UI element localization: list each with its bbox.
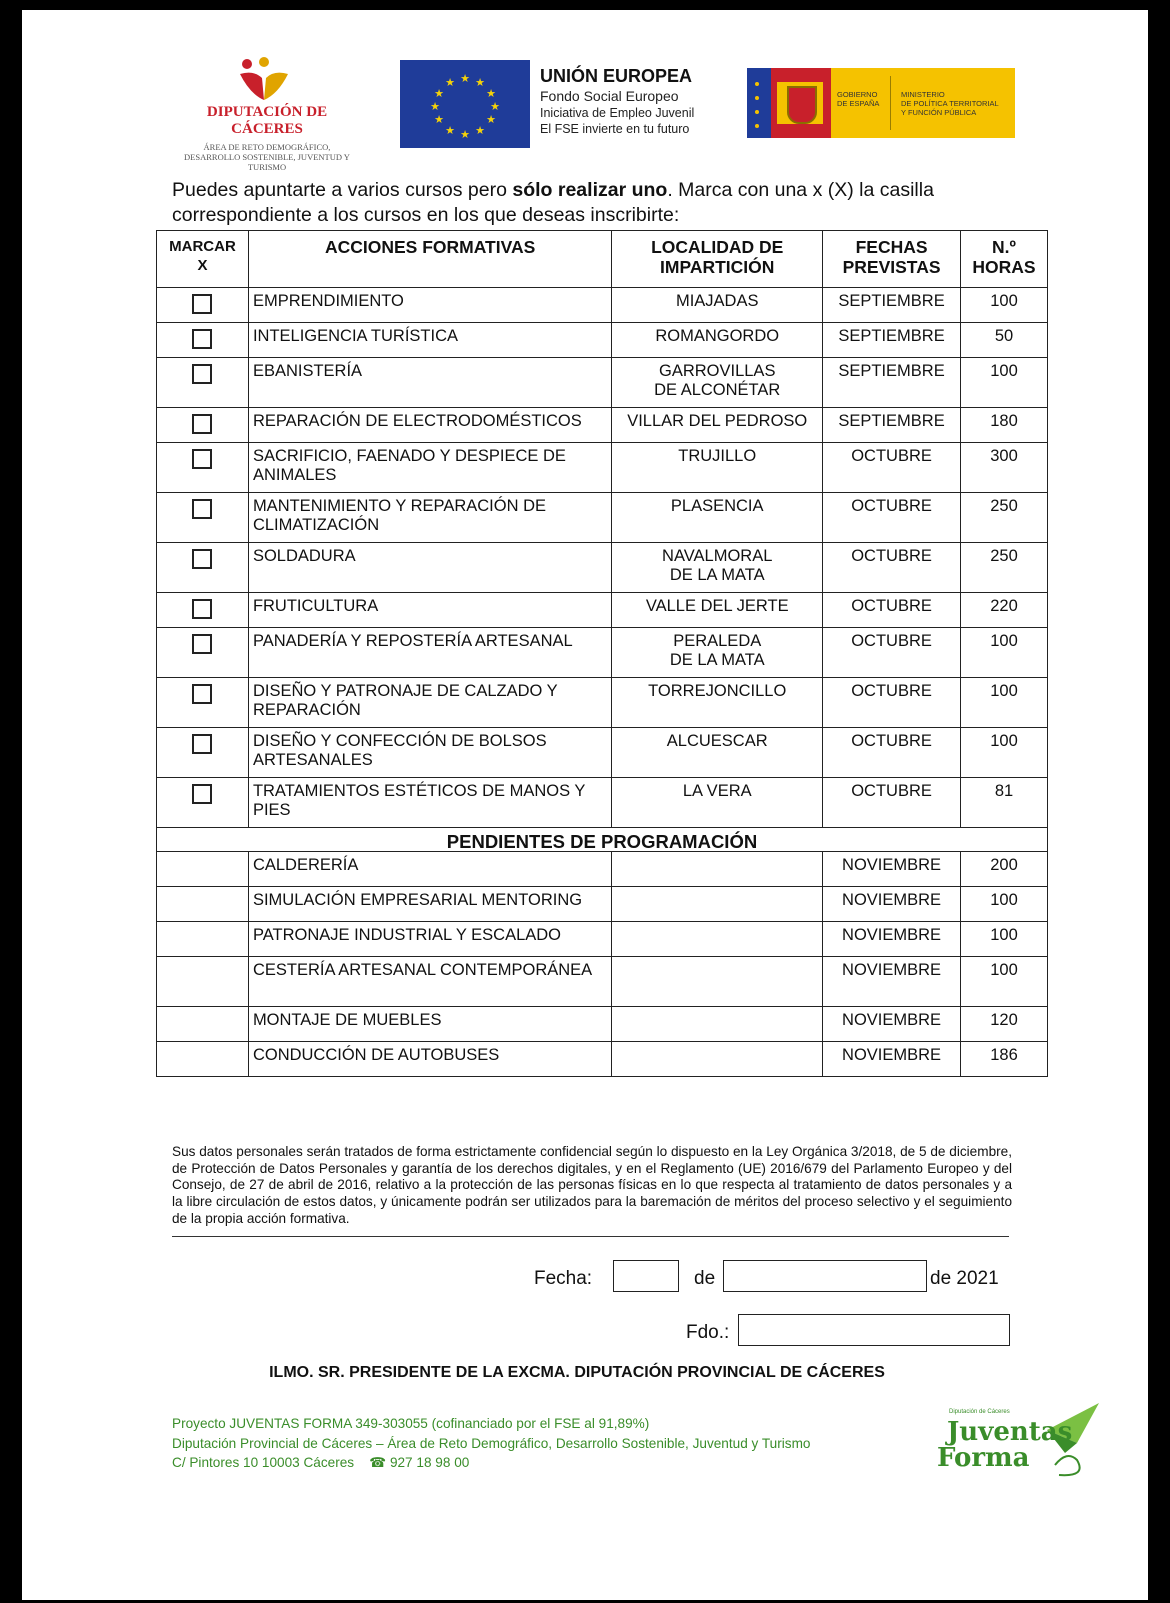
course-date: SEPTIEMBRE <box>823 358 961 408</box>
empty-cell <box>157 922 249 957</box>
course-location: LA VERA <box>612 778 823 828</box>
course-checkbox[interactable] <box>192 499 212 519</box>
svg-text:★: ★ <box>490 100 500 113</box>
course-name: REPARACIÓN DE ELECTRODOMÉSTICOS <box>248 408 611 443</box>
gobierno-logo <box>747 68 1015 138</box>
col-fechas: FECHAS PREVISTAS <box>823 231 961 288</box>
table-row <box>157 852 1048 887</box>
course-hours: 200 <box>961 852 1048 887</box>
eu-slogan: El FSE invierte en tu futuro <box>540 122 690 136</box>
course-name: FRUTICULTURA <box>248 593 611 628</box>
table-row <box>157 493 1048 543</box>
table-row <box>157 1007 1048 1042</box>
coat-of-arms-icon <box>787 86 817 124</box>
course-location: ROMANGORDO <box>612 323 823 358</box>
course-location: ALCUESCAR <box>612 728 823 778</box>
eu-text-block <box>540 66 740 137</box>
course-date: OCTUBRE <box>823 728 961 778</box>
course-name: EMPRENDIMIENTO <box>248 288 611 323</box>
course-checkbox[interactable] <box>192 634 212 654</box>
course-date: NOVIEMBRE <box>823 887 961 922</box>
footer-address: C/ Pintores 10 10003 Cáceres ☎ 927 18 98 00 <box>172 1455 470 1470</box>
course-location <box>612 957 823 1007</box>
table-row <box>157 778 1048 828</box>
table-row <box>157 628 1048 678</box>
svg-text:★: ★ <box>430 100 440 113</box>
svg-text:★: ★ <box>460 72 470 85</box>
table-header-row <box>157 231 1048 288</box>
checkbox-cell <box>157 728 249 778</box>
course-hours: 81 <box>961 778 1048 828</box>
course-location: TRUJILLO <box>612 443 823 493</box>
course-date: OCTUBRE <box>823 628 961 678</box>
checkbox-cell <box>157 288 249 323</box>
course-location: PLASENCIA <box>612 493 823 543</box>
checkbox-cell <box>157 408 249 443</box>
course-location <box>612 922 823 957</box>
course-hours: 120 <box>961 1007 1048 1042</box>
fecha-label: Fecha: <box>534 1268 593 1289</box>
section-row <box>157 828 1048 852</box>
logo-juventas: Juventas <box>947 1417 1073 1447</box>
year-label: de 2021 <box>930 1268 999 1289</box>
checkbox-cell <box>157 323 249 358</box>
eu-fund: Fondo Social Europeo <box>540 88 679 104</box>
course-checkbox[interactable] <box>192 734 212 754</box>
course-location: TORREJONCILLO <box>612 678 823 728</box>
checkbox-cell <box>157 543 249 593</box>
svg-text:★: ★ <box>486 113 496 126</box>
course-hours: 100 <box>961 922 1048 957</box>
course-name: EBANISTERÍA <box>248 358 611 408</box>
course-name: SACRIFICIO, FAENADO Y DESPIECE DE ANIMALES <box>248 443 611 493</box>
course-date: NOVIEMBRE <box>823 922 961 957</box>
course-date: OCTUBRE <box>823 543 961 593</box>
svg-text:★: ★ <box>445 124 455 137</box>
eu-stripe-icon <box>747 68 771 138</box>
course-hours: 50 <box>961 323 1048 358</box>
checkbox-cell <box>157 628 249 678</box>
svg-text:★: ★ <box>434 113 444 126</box>
course-location <box>612 852 823 887</box>
course-location: PERALEDA DE LA MATA <box>612 628 823 678</box>
course-checkbox[interactable] <box>192 549 212 569</box>
fecha-month-field[interactable] <box>723 1260 927 1292</box>
empty-cell <box>157 1007 249 1042</box>
course-location <box>612 887 823 922</box>
footer-info <box>172 1414 810 1473</box>
svg-text:★: ★ <box>486 87 496 100</box>
course-hours: 100 <box>961 288 1048 323</box>
table-row <box>157 408 1048 443</box>
logo-small-text: Diputación de Cáceres <box>949 1409 1010 1415</box>
course-hours: 100 <box>961 887 1048 922</box>
empty-cell <box>157 887 249 922</box>
logo-forma: Forma <box>937 1443 1030 1473</box>
course-location: VALLE DEL JERTE <box>612 593 823 628</box>
course-location: VILLAR DEL PEDROSO <box>612 408 823 443</box>
course-location: MIAJADAS <box>612 288 823 323</box>
eu-initiative: Iniciativa de Empleo Juvenil <box>540 106 695 120</box>
table-row <box>157 1042 1048 1077</box>
table-row <box>157 678 1048 728</box>
empty-cell <box>157 1042 249 1077</box>
diputacion-area-2: DESARROLLO SOSTENIBLE, JUVENTUD Y TURISMO <box>184 152 350 172</box>
course-location <box>612 1042 823 1077</box>
diputacion-logo <box>172 56 362 172</box>
course-hours: 250 <box>961 543 1048 593</box>
course-hours: 180 <box>961 408 1048 443</box>
diputacion-area-1: ÁREA DE RETO DEMOGRÁFICO, <box>203 142 331 152</box>
table-row <box>157 543 1048 593</box>
intro-text: Puedes apuntarte a varios cursos pero sólo realizar uno. Marca con una x (X) la casilla correspondiente a los cursos en los que deseas inscribirte: <box>172 179 934 226</box>
course-hours: 100 <box>961 628 1048 678</box>
course-location <box>612 1007 823 1042</box>
course-date: OCTUBRE <box>823 443 961 493</box>
gobierno-label: GOBIERNO DE ESPAÑA <box>837 90 880 108</box>
table-row <box>157 728 1048 778</box>
course-date: SEPTIEMBRE <box>823 323 961 358</box>
juventas-forma-logo <box>927 1395 1107 1485</box>
svg-text:★: ★ <box>475 124 485 137</box>
course-hours: 100 <box>961 957 1048 1007</box>
course-date: NOVIEMBRE <box>823 1007 961 1042</box>
course-hours: 220 <box>961 593 1048 628</box>
course-name: MONTAJE DE MUEBLES <box>248 1007 611 1042</box>
course-hours: 100 <box>961 728 1048 778</box>
table-row <box>157 922 1048 957</box>
course-hours: 100 <box>961 358 1048 408</box>
empty-cell <box>157 852 249 887</box>
checkbox-cell <box>157 778 249 828</box>
course-name: DISEÑO Y CONFECCIÓN DE BOLSOS ARTESANALES <box>248 728 611 778</box>
col-horas: N.º HORAS <box>961 231 1048 288</box>
course-date: OCTUBRE <box>823 678 961 728</box>
table-row <box>157 323 1048 358</box>
table-row <box>157 443 1048 493</box>
col-localidad: LOCALIDAD DE IMPARTICIÓN <box>612 231 823 288</box>
courses-table <box>156 230 1048 1077</box>
eu-title: UNIÓN EUROPEA <box>540 66 693 86</box>
course-name: CESTERÍA ARTESANAL CONTEMPORÁNEA <box>248 957 611 1007</box>
signature-field[interactable] <box>738 1314 1010 1346</box>
course-checkbox[interactable] <box>192 684 212 704</box>
course-name: MANTENIMIENTO Y REPARACIÓN DE CLIMATIZACIÓN <box>248 493 611 543</box>
checkbox-cell <box>157 443 249 493</box>
legal-notice: Sus datos personales serán tratados de forma estrictamente confidencial según lo dispuesto en la Ley Orgánica 3/2018, de 5 de diciembre, de Protección de Datos Personales y garantía de los derechos digitales, y en el Reglamento (UE) 2016/679 del Parlamento Europeo y del Consejo, de 27 de abril de 2016, relativo a la protección de las personas físicas en lo que respecta al tratamiento de datos personales y a la libre circulación de estos datos, y únicamente podrán ser utilizados para la baremación de méritos del proceso selectivo y el seguimiento de la propia acción formativa. <box>172 1144 1012 1226</box>
course-name: SOLDADURA <box>248 543 611 593</box>
fdo-label: Fdo.: <box>686 1322 730 1343</box>
course-name: TRATAMIENTOS ESTÉTICOS DE MANOS Y PIES <box>248 778 611 828</box>
course-date: NOVIEMBRE <box>823 852 961 887</box>
course-date: OCTUBRE <box>823 493 961 543</box>
divider <box>172 1236 1009 1237</box>
eu-flag-icon <box>400 60 530 148</box>
fecha-day-field[interactable] <box>613 1260 679 1292</box>
course-name: PATRONAJE INDUSTRIAL Y ESCALADO <box>248 922 611 957</box>
col-marcar: MARCAR X <box>157 231 249 288</box>
course-date: SEPTIEMBRE <box>823 288 961 323</box>
course-location: GARROVILLAS DE ALCONÉTAR <box>612 358 823 408</box>
col-acciones: ACCIONES FORMATIVAS <box>248 231 611 288</box>
document-page <box>22 10 1148 1600</box>
svg-text:★: ★ <box>445 76 455 89</box>
ministerio-label: MINISTERIO DE POLÍTICA TERRITORIAL Y FUNCIÓN PÚBLICA <box>901 90 999 117</box>
course-hours: 300 <box>961 443 1048 493</box>
course-checkbox[interactable] <box>192 414 212 434</box>
table-row <box>157 887 1048 922</box>
course-name: CONDUCCIÓN DE AUTOBUSES <box>248 1042 611 1077</box>
checkbox-cell <box>157 358 249 408</box>
de-label: de <box>694 1268 716 1289</box>
empty-cell <box>157 957 249 1007</box>
course-date: NOVIEMBRE <box>823 957 961 1007</box>
svg-text:★: ★ <box>475 76 485 89</box>
table-row <box>157 288 1048 323</box>
phone-icon: ☎ <box>369 1455 387 1470</box>
addressee: ILMO. SR. PRESIDENTE DE LA EXCMA. DIPUTACIÓN PROVINCIAL DE CÁCERES <box>269 1364 885 1381</box>
course-name: INTELIGENCIA TURÍSTICA <box>248 323 611 358</box>
svg-text:★: ★ <box>434 87 444 100</box>
diputacion-name: DIPUTACIÓN DE CÁCERES <box>206 104 328 137</box>
table-row <box>157 358 1048 408</box>
course-name: DISEÑO Y PATRONAJE DE CALZADO Y REPARACIÓN <box>248 678 611 728</box>
course-name: CALDERERÍA <box>248 852 611 887</box>
course-date: OCTUBRE <box>823 593 961 628</box>
footer-organization: Diputación Provincial de Cáceres – Área de Reto Demográfico, Desarrollo Sostenible, Juventud y Turismo <box>172 1435 811 1451</box>
table-row <box>157 957 1048 1007</box>
course-name: SIMULACIÓN EMPRESARIAL MENTORING <box>248 887 611 922</box>
pending-section-title: PENDIENTES DE PROGRAMACIÓN <box>157 828 1048 852</box>
course-checkbox[interactable] <box>192 294 212 314</box>
footer-project: Proyecto JUVENTAS FORMA 349-303055 (cofinanciado por el FSE al 91,89%) <box>172 1416 650 1431</box>
course-hours: 100 <box>961 678 1048 728</box>
course-checkbox[interactable] <box>192 599 212 619</box>
course-hours: 186 <box>961 1042 1048 1077</box>
course-date: OCTUBRE <box>823 778 961 828</box>
course-checkbox[interactable] <box>192 784 212 804</box>
checkbox-cell <box>157 493 249 543</box>
course-checkbox[interactable] <box>192 329 212 349</box>
course-location: NAVALMORAL DE LA MATA <box>612 543 823 593</box>
svg-text:★: ★ <box>460 128 470 141</box>
checkbox-cell <box>157 678 249 728</box>
checkbox-cell <box>157 593 249 628</box>
course-hours: 250 <box>961 493 1048 543</box>
course-checkbox[interactable] <box>192 449 212 469</box>
table-row <box>157 593 1048 628</box>
course-date: SEPTIEMBRE <box>823 408 961 443</box>
course-checkbox[interactable] <box>192 364 212 384</box>
course-name: PANADERÍA Y REPOSTERÍA ARTESANAL <box>248 628 611 678</box>
diputacion-emblem-icon <box>234 56 294 102</box>
course-date: NOVIEMBRE <box>823 1042 961 1077</box>
